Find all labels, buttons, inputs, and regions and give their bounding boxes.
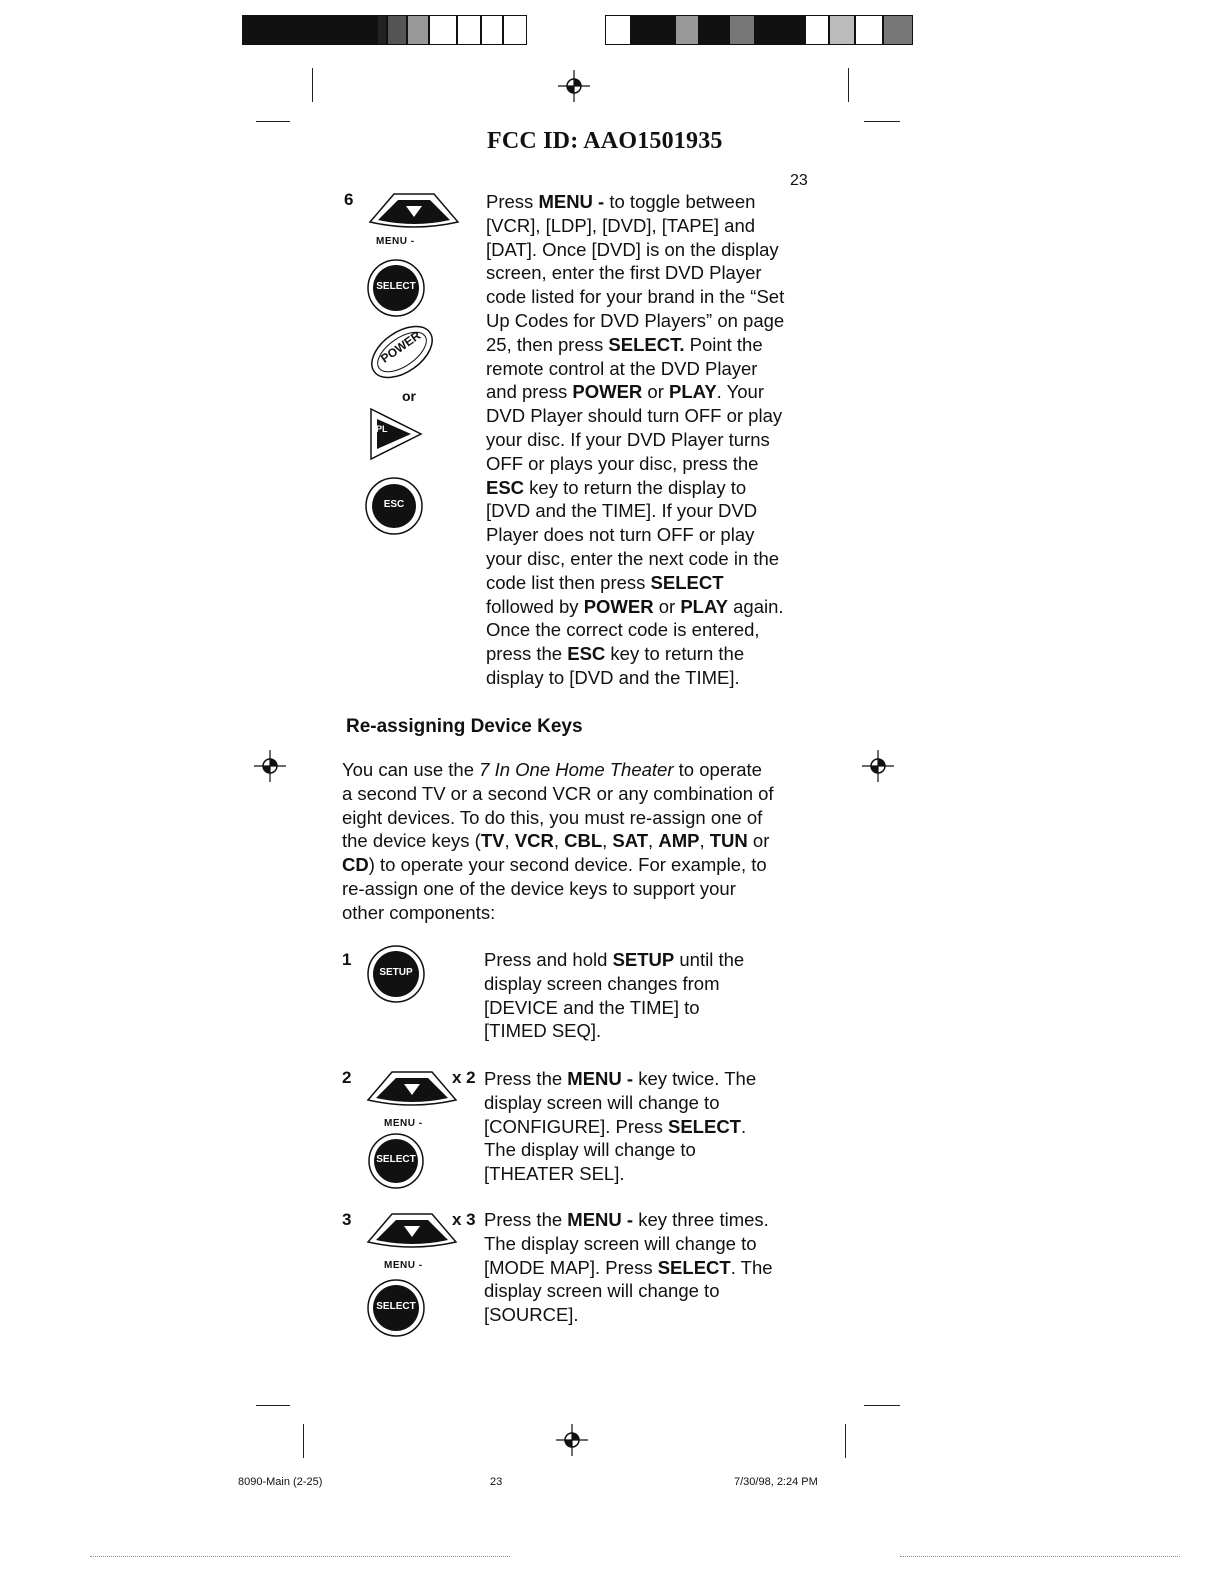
text-line: [SOURCE]. <box>484 1304 579 1326</box>
text-line: ESC key to return the display to <box>486 476 747 498</box>
text-line: your disc, enter the next code in the <box>486 547 780 569</box>
crop-mark <box>864 121 900 122</box>
select-label: SELECT <box>376 1301 416 1312</box>
text-line: DVD Player should turn OFF or play <box>486 405 783 427</box>
text-line: [DEVICE and the TIME] to <box>484 996 700 1018</box>
registration-crosshair-icon <box>558 70 590 102</box>
registration-bar-left <box>242 15 547 45</box>
text-line: The display will change to <box>484 1139 696 1161</box>
text-line: code list then press SELECT <box>486 571 724 593</box>
text-line: remote control at the DVD Player <box>486 357 758 379</box>
esc-label: ESC <box>383 499 405 510</box>
text-line: display screen will change to <box>484 1280 720 1302</box>
step1-text <box>484 948 744 1043</box>
menu-label: MENU - <box>376 236 415 247</box>
text-line: other components: <box>342 901 496 923</box>
text-line: [VCR], [LDP], [DVD], [TAPE] and <box>486 214 756 236</box>
section-text <box>342 758 774 925</box>
repeat-count: x 3 <box>452 1210 476 1229</box>
text-line: your disc. If your DVD Player turns <box>486 428 770 450</box>
step3-text <box>484 1208 773 1327</box>
crop-mark <box>256 121 290 122</box>
menu-down-button-icon <box>364 1066 460 1110</box>
text-line: [DVD and the TIME]. If your DVD <box>486 500 758 522</box>
text-line: [MODE MAP]. Press SELECT. The <box>484 1256 773 1278</box>
scan-noise-line <box>90 1556 510 1557</box>
text-line: [CONFIGURE]. Press SELECT. <box>484 1115 747 1137</box>
text-line: Player does not turn OFF or play <box>486 524 755 546</box>
text-line: The display screen will change to <box>484 1232 757 1254</box>
text-line: screen, enter the first DVD Player <box>486 262 762 284</box>
select-label: SELECT <box>376 281 416 292</box>
text-line: [DAT]. Once [DVD] is on the display <box>486 238 779 260</box>
footer-timestamp: 7/30/98, 2:24 PM <box>734 1476 818 1488</box>
step-number: 6 <box>344 190 354 209</box>
text-line: the device keys (TV, VCR, CBL, SAT, AMP, TUN or <box>342 830 770 852</box>
crop-mark <box>864 1405 900 1406</box>
fcc-id: FCC ID: AAO1501935 <box>487 128 723 154</box>
select-label: SELECT <box>376 1154 416 1165</box>
text-line: display screen will change to <box>484 1091 720 1113</box>
step2-text <box>484 1067 756 1186</box>
text-line: Press the MENU - key twice. The <box>484 1068 757 1089</box>
crop-mark <box>256 1405 290 1406</box>
text-line: eight devices. To do this, you must re-assign one of <box>342 806 763 828</box>
registration-crosshair-icon <box>254 750 286 782</box>
crop-mark <box>303 1424 304 1458</box>
crop-mark <box>845 1424 846 1458</box>
footer-page-number: 23 <box>490 1476 503 1488</box>
power-label: POWER <box>378 328 424 366</box>
play-button-icon <box>368 406 424 462</box>
registration-bar-right <box>605 15 913 45</box>
registration-crosshair-icon <box>556 1424 588 1456</box>
menu-label: MENU - <box>384 1260 423 1271</box>
page-number: 23 <box>790 172 808 189</box>
text-line: CD) to operate your second device. For example, to <box>342 854 767 876</box>
footer-file-info: 8090-Main (2-25) <box>238 1476 323 1488</box>
step-number: 2 <box>342 1068 352 1087</box>
text-line: Press and hold SETUP until the <box>484 949 745 970</box>
text-line: Press MENU - to toggle between <box>486 191 756 212</box>
text-line: You can use the 7 In One Home Theater to operate <box>342 759 762 780</box>
repeat-count: x 2 <box>452 1068 476 1087</box>
menu-down-button-icon <box>366 188 462 232</box>
text-line: OFF or plays your disc, press the <box>486 452 759 474</box>
text-line: re-assign one of the device keys to support your <box>342 877 736 899</box>
text-line: 25, then press SELECT. Point the <box>486 333 763 355</box>
play-label: PL <box>376 424 388 434</box>
text-line: code listed for your brand in the “Set <box>486 286 785 308</box>
text-line: a second TV or a second VCR or any combination of <box>342 782 774 804</box>
menu-label: MENU - <box>384 1118 423 1129</box>
section-heading: Re-assigning Device Keys <box>346 716 583 737</box>
registration-crosshair-icon <box>862 750 894 782</box>
step-number: 3 <box>342 1210 352 1229</box>
text-line: [TIMED SEQ]. <box>484 1020 602 1042</box>
step6-text <box>486 190 784 690</box>
scan-noise-line <box>900 1556 1180 1557</box>
text-line: and press POWER or PLAY. Your <box>486 381 764 403</box>
menu-down-button-icon <box>364 1208 460 1252</box>
crop-mark <box>848 68 849 102</box>
text-line: Once the correct code is entered, <box>486 619 760 641</box>
text-line: followed by POWER or PLAY again. <box>486 595 784 617</box>
setup-label: SETUP <box>379 967 413 978</box>
text-line: display screen changes from <box>484 972 720 994</box>
or-label: or <box>402 388 416 404</box>
step-number: 1 <box>342 950 352 969</box>
crop-mark <box>312 68 313 102</box>
text-line: Press the MENU - key three times. <box>484 1209 769 1230</box>
text-line: Up Codes for DVD Players” on page <box>486 309 785 331</box>
text-line: display to [DVD and the TIME]. <box>486 666 740 688</box>
text-line: [THEATER SEL]. <box>484 1163 625 1185</box>
text-line: press the ESC key to return the <box>486 643 745 665</box>
